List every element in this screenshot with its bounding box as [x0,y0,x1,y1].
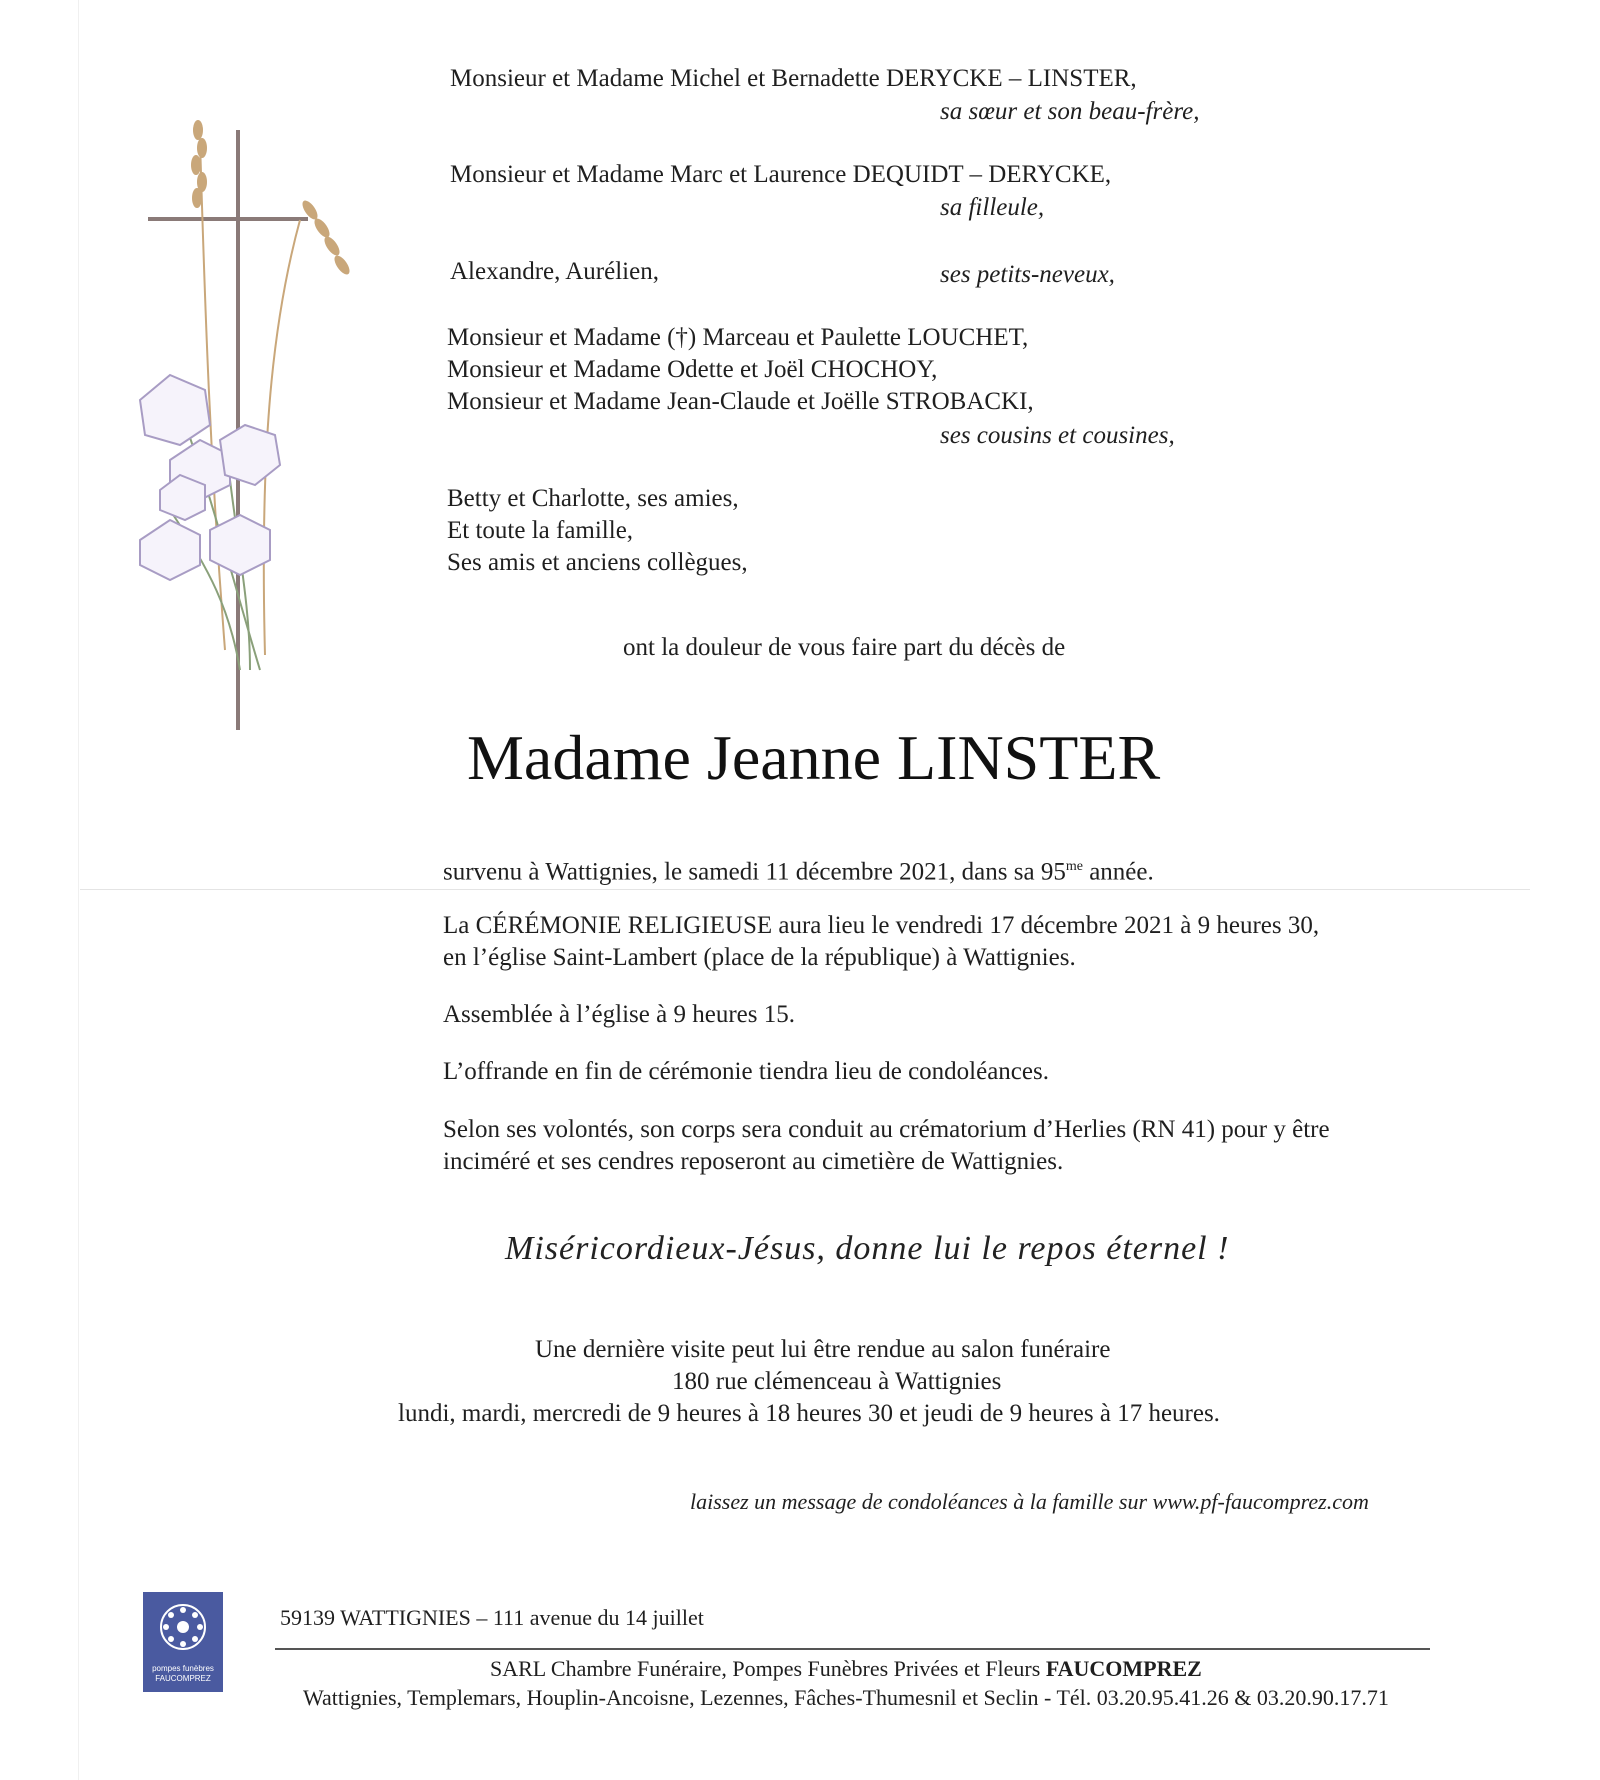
footer-address: 59139 WATTIGNIES – 111 avenue du 14 juillet [280,1605,704,1630]
wheat-ear-right [300,198,353,277]
scan-edge [78,0,79,1780]
family-line-2: Monsieur et Madame Marc et Laurence DEQUIDT – DERYCKE, [450,161,1112,188]
cross-horizontal [148,217,308,221]
family-relation-4: ses cousins et cousines, [940,422,1175,449]
wishes-line-2: inciméré et ses cendres reposeront au cimetière de Wattignies. [443,1148,1064,1175]
family-relation-1: sa sœur et son beau-frère, [940,98,1200,125]
wheat-ear-left [191,120,207,208]
others-line: Betty et Charlotte, ses amies, [447,485,739,512]
assembly-text: Assemblée à l’église à 9 heures 15. [443,1001,795,1028]
cousin-line: Monsieur et Madame Jean-Claude et Joëlle STROBACKI, [447,388,1034,415]
others-line: Et toute la famille, [447,517,634,544]
family-line-3: Alexandre, Aurélien, [450,258,659,285]
offering-text: L’offrande en fin de cérémonie tiendra lieu de condoléances. [443,1058,1049,1085]
prayer-text: Miséricordieux-Jésus, donne lui le repos éternel ! [505,1230,1230,1267]
death-details: survenu à Wattignies, le samedi 11 décembre 2021, dans sa $95^{me}$ année. [443,858,1154,886]
ceremony-line-2: en l’église Saint-Lambert (place de la république) à Wattignies. [443,944,1076,971]
others-line: Ses amis et anciens collègues, [447,549,748,576]
cross-wheat-flowers-illustration [110,110,370,740]
footer-towns: Wattignies, Templemars, Houplin-Ancoisne, Lezennes, Fâches-Thumesnil et Seclin - Tél. 03.20.95.41.26 & 03.20.90.17.71 [303,1685,1389,1710]
wishes-line-1: Selon ses volontés, son corps sera conduit au crématorium d’Herlies (RN 41) pour y être [443,1116,1330,1143]
cousin-line: Monsieur et Madame Odette et Joël CHOCHOY, [447,356,938,383]
family-relation-2: sa filleule, [940,194,1045,221]
online-message: laissez un message de condoléances à la famille sur www.pf-faucomprez.com [690,1489,1369,1514]
footer-rule [275,1648,1430,1650]
footer-company: SARL Chambre Funéraire, Pompes Funèbres Privées et Fleurs FAUCOMPREZ [490,1656,1202,1681]
cousin-line: Monsieur et Madame (†) Marceau et Paulette LOUCHET, [447,324,1029,351]
deceased-name: Madame Jeanne LINSTER [467,722,1161,793]
funeral-home-logo [143,1592,223,1692]
ceremony-line-1: La CÉRÉMONIE RELIGIEUSE aura lieu le vendredi 17 décembre 2021 à 9 heures 30, [443,912,1320,939]
visit-line: lundi, mardi, mercredi de 9 heures à 18 heures 30 et jeudi de 9 heures à 17 heures. [398,1400,1220,1427]
visit-line: 180 rue clémenceau à Wattignies [672,1368,1002,1395]
visit-line: Une dernière visite peut lui être rendue au salon funéraire [535,1336,1111,1363]
fold-line [80,889,1530,890]
family-line-1: Monsieur et Madame Michel et Bernadette DERYCKE – LINSTER, [450,65,1137,92]
announcement-text: ont la douleur de vous faire part du décès de [623,634,1066,661]
family-relation-3: ses petits-neveux, [940,261,1115,288]
logo-emblem-icon [158,1602,208,1652]
logo-line-2: FAUCOMPREZ [155,1674,211,1683]
logo-line-1: pompes funèbres [152,1664,214,1673]
